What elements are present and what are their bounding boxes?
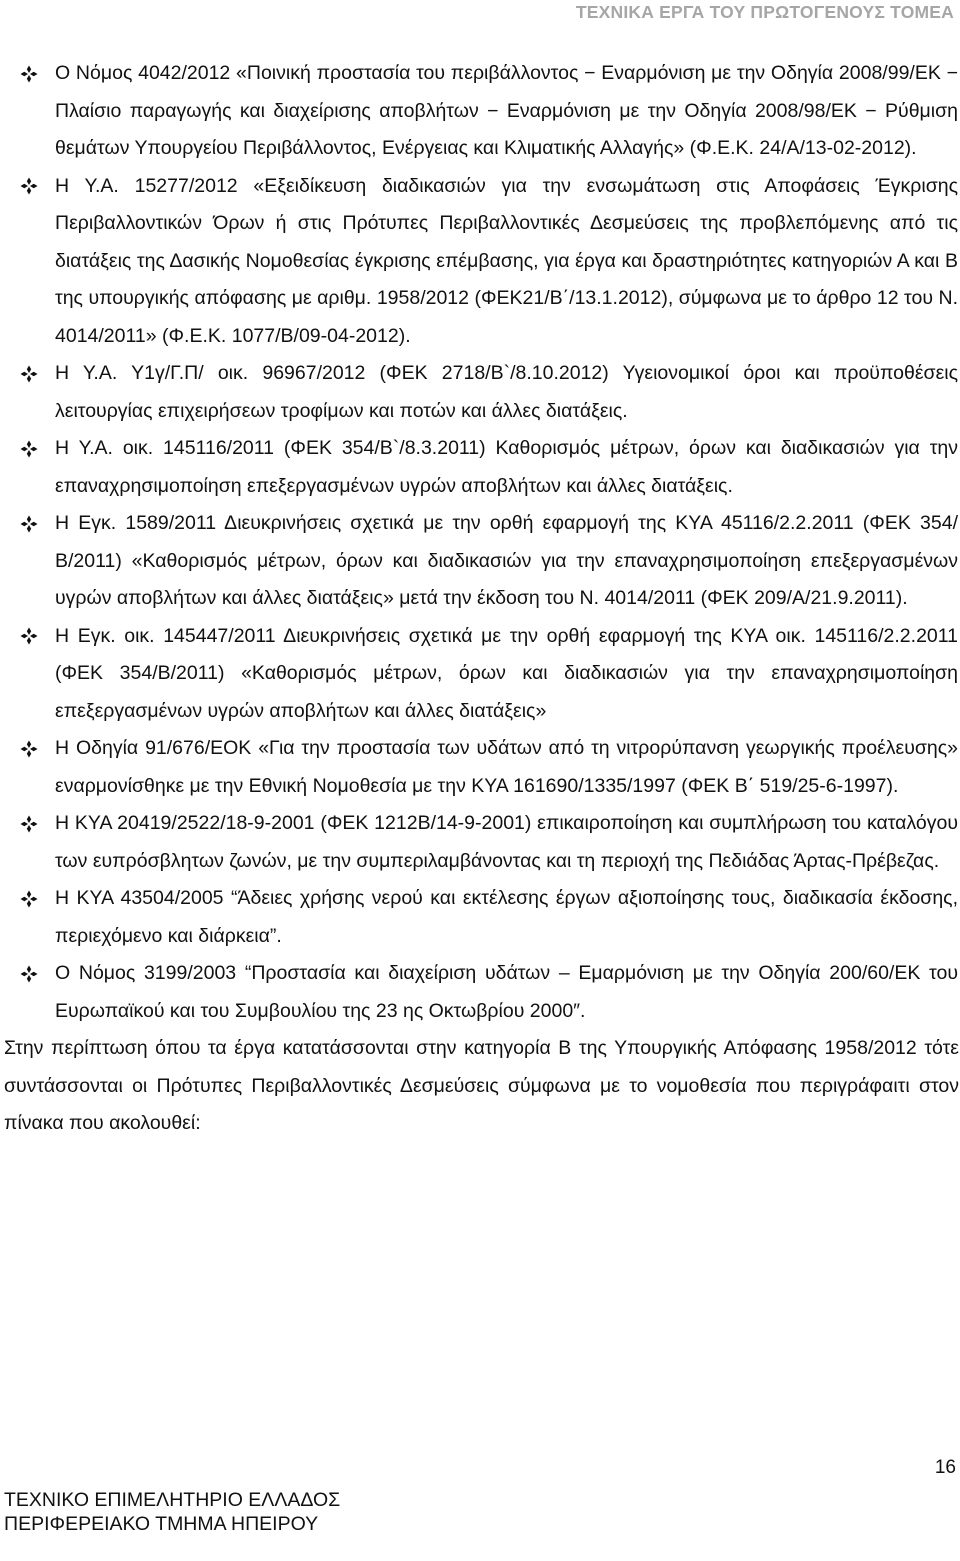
four-diamond-bullet-icon (8, 805, 55, 842)
list-item-text: Η Εγκ. 1589/2011 Διευκρινήσεις σχετικά με την ορθή εφαρμογή της ΚΥΑ 45116/2.2.2011 (ΦΕΚ 354/Β/2011) «Καθορισμός μέτρων, όρων και διαδικασιών για την επαναχρησιμοποίηση επεξεργασμένων υγρών αποβλήτων και άλλες διατάξεις» μετά την έκδοση του Ν. 4014/2011 (ΦΕΚ 209/Α/21.9.2011). (55, 512, 958, 609)
four-diamond-bullet-icon (8, 880, 55, 917)
footer-line-department: ΠΕΡΙΦΕΡΕΙΑΚΟ ΤΜΗΜΑ ΗΠΕΙΡΟΥ (4, 1513, 319, 1535)
list-item (8, 505, 958, 618)
four-diamond-bullet-icon (8, 355, 55, 392)
list-item (8, 805, 958, 880)
four-diamond-bullet-icon (8, 168, 55, 205)
four-diamond-bullet-icon (8, 955, 55, 992)
page-footer (4, 1488, 340, 1536)
list-item (8, 730, 958, 805)
four-diamond-bullet-icon (8, 505, 55, 542)
list-item (8, 880, 958, 955)
list-item-text: Ο Νόμος 4042/2012 «Ποινική προστασία του περιβάλλοντος − Εναρμόνιση με την Οδηγία 2008/99/ΕΚ − Πλαίσιο παραγωγής και διαχείρισης αποβλήτων − Εναρμόνιση με την Οδηγία 2008/98/ΕΚ − Ρύθμιση θεμάτων Υπουργείου Περιβάλλοντος, Ενέργειας και Κλιματικής Αλλαγής» (Φ.Ε.Κ. 24/Α/13-02-2012). (55, 62, 958, 159)
list-item (8, 355, 958, 430)
list-item-text: Η ΚΥΑ 20419/2522/18-9-2001 (ΦΕΚ 1212Β/14-9-2001) επικαιροποίηση και συμπλήρωση του καταλόγου των ευπρόσβλητων ζωνών, με την συμπεριλαμβάνοντας και τη περιοχή της Πεδιάδας Άρτας-Πρέβεζας. (55, 812, 958, 872)
document-body (4, 55, 959, 1143)
four-diamond-bullet-icon (8, 430, 55, 467)
list-item-text: Ο Νόμος 3199/2003 “Προστασία και διαχείριση υδάτων – Εμαρμόνιση με την Οδηγία 200/60/ΕΚ του Ευρωπαϊκού και του Συμβουλίου της 23 ης Οκτωβρίου 2000″. (55, 962, 958, 1022)
page-number: 16 (934, 1457, 956, 1478)
list-item-text: Η Υ.Α. οικ. 145116/2011 (ΦΕΚ 354/Β`/8.3.2011) Καθορισμός μέτρων, όρων και διαδικασιών για την επαναχρησιμοποίηση επεξεργασμένων υγρών αποβλήτων και άλλες διατάξεις. (55, 437, 958, 497)
closing-paragraph: Στην περίπτωση όπου τα έργα κατατάσσονται στην κατηγορία Β της Υπουργικής Απόφασης 1958/2012 τότε συντάσσονται οι Πρότυπες Περιβαλλοντικές Δεσμεύσεις σύμφωνα με το νομοθεσία που περιγράφαιτι στον πίνακα που ακολουθεί: (4, 1037, 959, 1134)
running-header-title: ΤΕΧΝΙΚΑ ΕΡΓΑ ΤΟΥ ΠΡΩΤΟΓΕΝΟΥΣ ΤΟΜΕΑ (575, 2, 954, 22)
list-item-text: Η Υ.Α. 15277/2012 «Εξειδίκευση διαδικασιών για την ενσωμάτωση στις Αποφάσεις Έγκρισης Περιβαλλοντικών Όρων ή στις Πρότυπες Περιβαλλοντικές Δεσμεύσεις της προβλεπόμενης από τις διατάξεις της Δασικής Νομοθεσίας έγκρισης επέμβασης, για έργα και δραστηριότητες κατηγοριών Α και Β της υπουργικής απόφασης με αριθμ. 1958/2012 (ΦΕΚ21/Β΄/13.1.2012), σύμφωνα με το άρθρο 12 του Ν. 4014/2011» (Φ.Ε.Κ. 1077/Β/09-04-2012). (55, 174, 958, 347)
four-diamond-bullet-icon (8, 618, 55, 655)
footer-line-organization: ΤΕΧΝΙΚΟ ΕΠΙΜΕΛΗΤΗΡΙΟ ΕΛΛΑΔΟΣ (4, 1489, 341, 1511)
list-item (8, 168, 958, 356)
list-item (8, 955, 958, 1030)
four-diamond-bullet-icon (8, 55, 55, 92)
list-item (8, 430, 958, 505)
list-item-text: Η Εγκ. οικ. 145447/2011 Διευκρινήσεις σχετικά με την ορθή εφαρμογή της ΚΥΑ οικ. 145116/2.2.2011 (ΦΕΚ 354/Β/2011) «Καθορισμός μέτρων, όρων και διαδικασιών για την επαναχρησιμοποίηση επεξεργασμένων υγρών αποβλήτων και άλλες διατάξεις» (55, 624, 958, 722)
four-diamond-bullet-icon (8, 730, 55, 767)
list-item (8, 618, 958, 731)
list-item-text: Η Υ.Α. Υ1γ/Γ.Π/ οικ. 96967/2012 (ΦΕΚ 2718/Β`/8.10.2012) Υγειονομικοί όροι και προϋποθέσεις λειτουργίας επιχειρήσεων τροφίμων και ποτών και άλλες διατάξεις. (55, 362, 958, 422)
list-item (8, 55, 958, 168)
list-item-text: Η ΚΥΑ 43504/2005 “Άδειες χρήσης νερού και εκτέλεσης έργων αξιοποίησης τους, διαδικασία έκδοσης, περιεχόμενο και διάρκεια”. (55, 887, 958, 947)
list-item-text: Η Οδηγία 91/676/ΕΟΚ «Για την προστασία των υδάτων από τη νιτρορύπανση γεωργικής προέλευσης» εναρμονίσθηκε με την Εθνική Νομοθεσία με την ΚΥΑ 161690/1335/1997 (ΦΕΚ Β΄ 519/25-6-1997). (55, 737, 958, 797)
